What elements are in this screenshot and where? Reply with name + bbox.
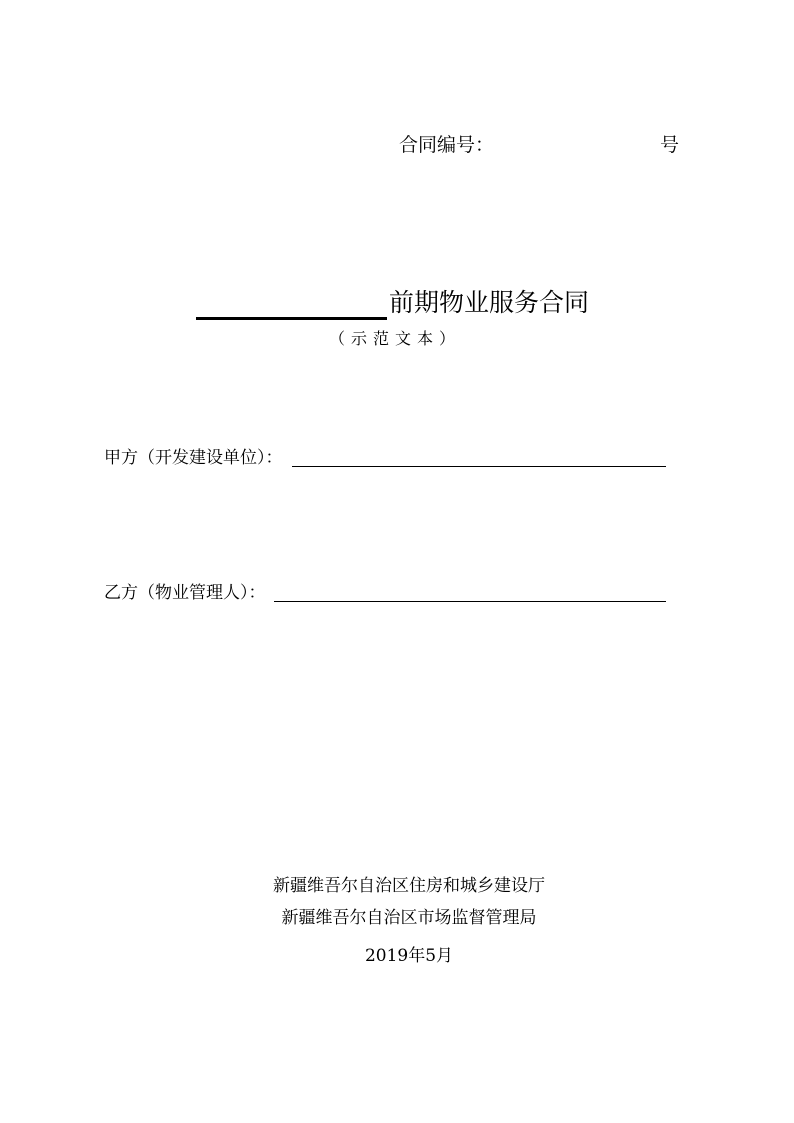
party-b-label: 乙方（物业管理人）： bbox=[104, 583, 266, 603]
party-a-blank-line bbox=[292, 466, 666, 467]
contract-number-suffix: 号 bbox=[660, 134, 680, 156]
issuer-market-regulation-bureau: 新疆维吾尔自治区市场监督管理局 bbox=[281, 908, 537, 928]
document-title: 前期物业服务合同 bbox=[389, 288, 590, 317]
issuer-housing-department: 新疆维吾尔自治区住房和城乡建设厅 bbox=[273, 876, 545, 896]
document-subtitle: （示范文本） bbox=[329, 329, 462, 348]
issue-date: 2019年5月 bbox=[364, 946, 454, 966]
party-b-blank-line bbox=[274, 601, 666, 602]
contract-number-label: 合同编号： bbox=[399, 134, 495, 156]
party-a-label: 甲方（开发建设单位）： bbox=[104, 448, 283, 468]
title-blank-line bbox=[196, 317, 387, 320]
